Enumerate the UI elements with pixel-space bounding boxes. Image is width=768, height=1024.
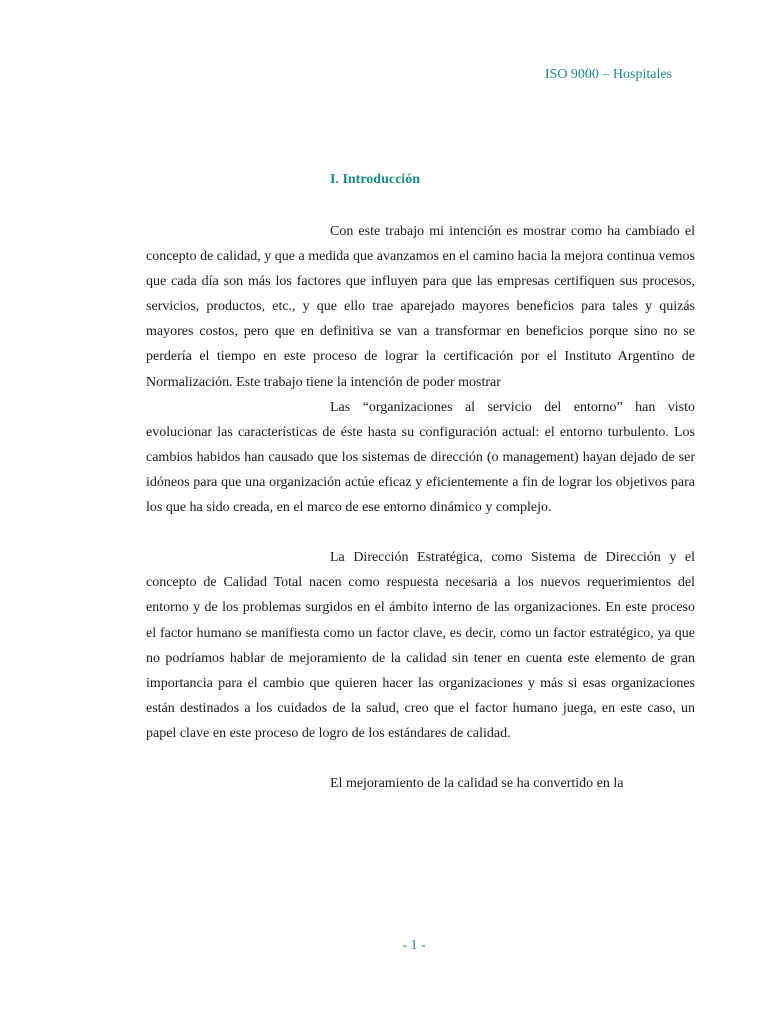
page-number: - 1 -: [402, 938, 426, 953]
section-heading: I. Introducción: [330, 172, 420, 187]
paragraph-organizaciones: Las “organizaciones al servicio del entorno” han visto evolucionar las características de éste hasta su configuración actual: el entorno turbulento. Los cambios habidos han causado que los sistemas de dirección (o management) hayan dejado de ser idóneos para que una organización actúe eficaz y eficientemente a fin de lograr los objetivos para los que ha sido creada, en el marco de ese entorno dinámico y complejo.: [146, 399, 695, 516]
running-header: ISO 9000 – Hospitales: [544, 67, 672, 82]
paragraph-intro: Con este trabajo mi intención es mostrar como ha cambiado el concepto de calidad, y que a medida que avanzamos en el camino hacia la mejora continua vemos que cada día son más los factores que influyen para que las empresas certifiquen sus procesos, servicios, productos, etc., y que ello trae aparejado mayores beneficios para tales y quizás mayores costos, pero que en definitiva se van a transformar en beneficios porque sino no se perdería el tiempo en este proceso de lograr la certificación por el Instituto Argentino de Normalización. Este trabajo tiene la intención de poder mostrar: [146, 224, 695, 390]
paragraph-mejoramiento: El mejoramiento de la calidad se ha convertido en la: [330, 776, 624, 792]
body-text: [146, 219, 695, 796]
paragraph-direccion-estrategica: La Dirección Estratégica, como Sistema de Dirección y el concepto de Calidad Total nacen como respuesta necesaria a los nuevos requerimientos del entorno y de los problemas surgidos en el ámbito interno de las organizaciones. En este proceso el factor humano se manifiesta como un factor clave, es decir, como un factor estratégico, ya que no podríamos hablar de mejoramiento de la calidad sin tener en cuenta este elemento de gran importancia para el cambio que quieren hacer las organizaciones y más si esas organizaciones están destinados a los cuidados de la salud, creo que el factor humano juega, en este caso, un papel clave en este proceso de logro de los estándares de calidad.: [146, 550, 695, 741]
